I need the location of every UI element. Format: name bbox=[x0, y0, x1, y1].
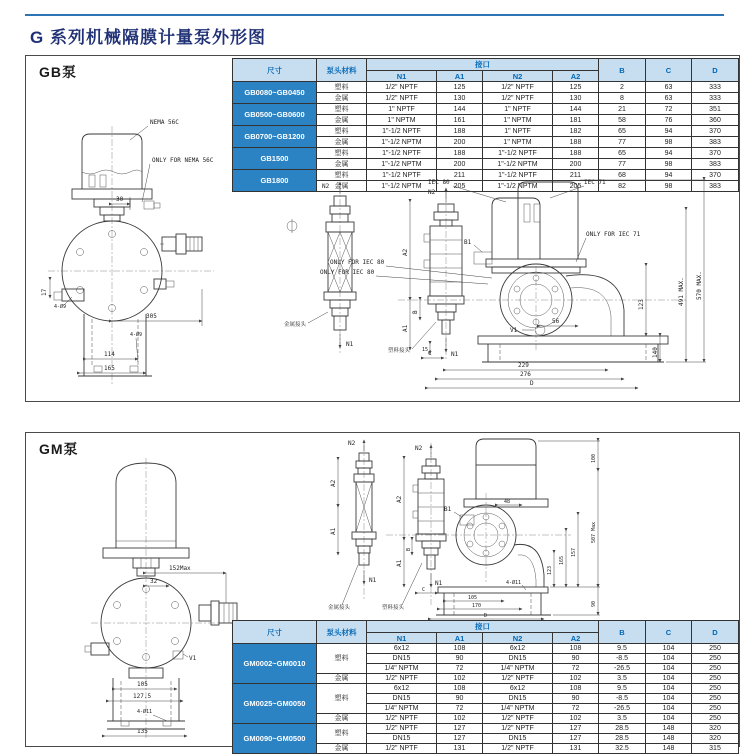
value-cell: 250 bbox=[692, 664, 739, 674]
value-cell: 188 bbox=[437, 126, 483, 137]
value-cell: 72 bbox=[646, 104, 692, 115]
value-cell: 108 bbox=[553, 684, 599, 694]
value-cell: 200 bbox=[553, 159, 599, 170]
value-cell: 1"-1/2 NPTF bbox=[367, 148, 437, 159]
value-cell: 250 bbox=[692, 644, 739, 654]
gb-table-wrap bbox=[232, 58, 739, 192]
value-cell: 351 bbox=[692, 104, 739, 115]
gm-plastic-valve bbox=[382, 443, 446, 611]
col-header-d: D bbox=[692, 59, 739, 82]
dim-label: D bbox=[530, 380, 534, 387]
part-label: V1 bbox=[510, 327, 518, 334]
gm-table-wrap bbox=[232, 620, 739, 754]
value-cell: 82 bbox=[599, 181, 646, 192]
value-cell: 148 bbox=[646, 744, 692, 754]
value-cell: 104 bbox=[646, 654, 692, 664]
value-cell: 144 bbox=[437, 104, 483, 115]
dim-label: 105 bbox=[137, 681, 148, 688]
value-cell: 102 bbox=[437, 714, 483, 724]
value-cell: 98 bbox=[646, 159, 692, 170]
gm-valve-detail bbox=[328, 440, 377, 611]
dim-label: 570 MAX. bbox=[696, 271, 703, 300]
dim-label: 4-Ø9 bbox=[130, 332, 143, 338]
value-cell: 1/2" NPTF bbox=[483, 744, 553, 754]
value-cell: 72 bbox=[553, 664, 599, 674]
value-cell: 90 bbox=[437, 654, 483, 664]
dim-label: 305 bbox=[146, 313, 157, 320]
value-cell: DN15 bbox=[483, 694, 553, 704]
value-cell: 250 bbox=[692, 694, 739, 704]
port-label: N2 bbox=[322, 183, 330, 190]
value-cell: 188 bbox=[553, 137, 599, 148]
dim-label: C bbox=[422, 587, 426, 593]
dim-label: 170 bbox=[472, 603, 482, 609]
col-header-n2: N2 bbox=[483, 71, 553, 82]
value-cell: 200 bbox=[437, 137, 483, 148]
value-cell: 1/2" NPTF bbox=[367, 714, 437, 724]
value-cell: 65 bbox=[599, 126, 646, 137]
value-cell: 1"-1/2 NPTF bbox=[483, 148, 553, 159]
gm-section-label: GM泵 bbox=[39, 441, 79, 457]
value-cell: 181 bbox=[553, 115, 599, 126]
value-cell: 188 bbox=[437, 148, 483, 159]
table-row bbox=[233, 148, 739, 159]
value-cell: 1"-1/2 NPTM bbox=[483, 181, 553, 192]
gb-spec-table bbox=[232, 58, 739, 192]
value-cell: 90 bbox=[553, 654, 599, 664]
col-header-material: 泵头材料 bbox=[317, 621, 367, 644]
value-cell: 1/2" NPTF bbox=[483, 724, 553, 734]
dim-label: 114 bbox=[104, 351, 115, 358]
dim-label: 165 bbox=[559, 555, 565, 565]
plastic-head-label: 塑料接头 bbox=[382, 605, 405, 611]
value-cell: 6x12 bbox=[483, 644, 553, 654]
port-label: N1 bbox=[346, 341, 354, 348]
value-cell: 383 bbox=[692, 159, 739, 170]
value-cell: 77 bbox=[599, 159, 646, 170]
value-cell: 1"-1/2 NPTF bbox=[367, 170, 437, 181]
value-cell: 144 bbox=[553, 104, 599, 115]
dim-label: 4-Ø11 bbox=[506, 580, 522, 586]
value-cell: 1/4" NPTM bbox=[483, 704, 553, 714]
col-header-port: 接口 bbox=[367, 59, 599, 71]
value-cell: 1"-1/2 NPTF bbox=[367, 126, 437, 137]
value-cell: 370 bbox=[692, 148, 739, 159]
value-cell: 108 bbox=[553, 644, 599, 654]
value-cell: 130 bbox=[553, 93, 599, 104]
value-cell: 315 bbox=[692, 744, 739, 754]
value-cell: 250 bbox=[692, 684, 739, 694]
col-header-a1: A1 bbox=[437, 633, 483, 644]
value-cell: 104 bbox=[646, 664, 692, 674]
value-cell: 333 bbox=[692, 82, 739, 93]
value-cell: 1" NPTM bbox=[483, 137, 553, 148]
value-cell: 72 bbox=[553, 704, 599, 714]
value-cell: 1"-1/2 NPTM bbox=[367, 181, 437, 192]
port-label: N2 bbox=[348, 440, 356, 447]
value-cell: DN15 bbox=[367, 734, 437, 744]
value-cell: 1" NPTF bbox=[483, 104, 553, 115]
value-cell: 1/2" NPTF bbox=[483, 674, 553, 684]
value-cell: DN15 bbox=[367, 694, 437, 704]
value-cell: 1" NPTM bbox=[367, 115, 437, 126]
col-header-b: B bbox=[599, 621, 646, 644]
value-cell: 104 bbox=[646, 674, 692, 684]
motor-note: ONLY FOR IEC 71 bbox=[586, 231, 641, 238]
value-cell: 63 bbox=[646, 82, 692, 93]
material-cell: 金属 bbox=[317, 93, 367, 104]
value-cell: 90 bbox=[437, 694, 483, 704]
dim-label: A1 bbox=[396, 559, 403, 567]
dim-label: 17 bbox=[41, 288, 48, 296]
material-cell: 金属 bbox=[317, 714, 367, 724]
value-cell: 72 bbox=[437, 704, 483, 714]
value-cell: 1" NPTF bbox=[483, 126, 553, 137]
value-cell: DN15 bbox=[483, 734, 553, 744]
value-cell: 200 bbox=[437, 159, 483, 170]
motor-note: ONLY FOR IEC 80 bbox=[320, 269, 375, 276]
value-cell: 131 bbox=[553, 744, 599, 754]
dim-label: 30 bbox=[116, 196, 124, 203]
dim-label: 229 bbox=[518, 362, 529, 369]
motor-note: ONLY FOR IEC 80 bbox=[330, 259, 385, 266]
value-cell: 6x12 bbox=[367, 644, 437, 654]
material-cell: 塑料 bbox=[317, 644, 367, 674]
page-title: G 系列机械隔膜计量泵外形图 bbox=[30, 28, 266, 47]
value-cell: 21 bbox=[599, 104, 646, 115]
size-group-cell: GB0700~GB1200 bbox=[233, 126, 317, 148]
motor-label: IEC 80 bbox=[428, 179, 450, 186]
dim-label: ONLY FOR NEMA 56C bbox=[152, 157, 214, 164]
value-cell: 1/2" NPTF bbox=[367, 724, 437, 734]
table-row bbox=[233, 644, 739, 654]
value-cell: 63 bbox=[646, 93, 692, 104]
material-cell: 塑料 bbox=[317, 126, 367, 137]
value-cell: 94 bbox=[646, 126, 692, 137]
gb-front-view-drawing bbox=[34, 84, 234, 394]
dim-label: 105 bbox=[468, 595, 478, 601]
gb-base bbox=[78, 314, 152, 376]
value-cell: 130 bbox=[437, 93, 483, 104]
metal-head-label: 金属接头 bbox=[328, 605, 351, 611]
value-cell: 102 bbox=[437, 674, 483, 684]
value-cell: 360 bbox=[692, 115, 739, 126]
value-cell: 94 bbox=[646, 148, 692, 159]
dim-label: A2 bbox=[396, 495, 403, 503]
dim-label: B bbox=[406, 547, 412, 551]
value-cell: 28.5 bbox=[599, 724, 646, 734]
col-header-n1: N1 bbox=[367, 71, 437, 82]
value-cell: 108 bbox=[437, 684, 483, 694]
value-cell: 127 bbox=[553, 724, 599, 734]
col-header-n2: N2 bbox=[483, 633, 553, 644]
value-cell: 1/4" NPTM bbox=[367, 664, 437, 674]
value-cell: 1"-1/2 NPTF bbox=[483, 170, 553, 181]
value-cell: 383 bbox=[692, 137, 739, 148]
value-cell: 32.5 bbox=[599, 744, 646, 754]
value-cell: 125 bbox=[553, 82, 599, 93]
value-cell: 1/2" NPTF bbox=[367, 82, 437, 93]
value-cell: 148 bbox=[646, 734, 692, 744]
col-header-port: 接口 bbox=[367, 621, 599, 633]
value-cell: DN15 bbox=[367, 654, 437, 664]
value-cell: 102 bbox=[553, 674, 599, 684]
part-label: B1 bbox=[464, 239, 472, 246]
dim-label: 4-Ø9 bbox=[54, 304, 67, 310]
value-cell: 161 bbox=[437, 115, 483, 126]
material-cell: 塑料 bbox=[317, 170, 367, 181]
size-group-cell: GB1800 bbox=[233, 170, 317, 192]
material-cell: 金属 bbox=[317, 137, 367, 148]
value-cell: 1" NPTF bbox=[367, 104, 437, 115]
dim-label: 157 bbox=[571, 547, 577, 557]
col-header-c: C bbox=[646, 59, 692, 82]
value-cell: 211 bbox=[553, 170, 599, 181]
material-cell: 塑料 bbox=[317, 104, 367, 115]
value-cell: 383 bbox=[692, 181, 739, 192]
dim-label: 165 bbox=[104, 365, 115, 372]
value-cell: 90 bbox=[553, 694, 599, 704]
dim-label: 491 MAX. bbox=[678, 277, 685, 306]
dim-label: 4-Ø11 bbox=[137, 709, 153, 715]
value-cell: 1"-1/2 NPTM bbox=[367, 137, 437, 148]
gm-front-view-drawing bbox=[61, 453, 251, 743]
value-cell: 250 bbox=[692, 674, 739, 684]
dim-label: 123 bbox=[638, 299, 645, 310]
dim-label: A1 bbox=[330, 527, 337, 535]
gb-motor-side bbox=[320, 179, 641, 284]
col-header-c: C bbox=[646, 621, 692, 644]
material-cell: 金属 bbox=[317, 744, 367, 754]
value-cell: 1/2" NPTF bbox=[367, 674, 437, 684]
value-cell: 127 bbox=[437, 734, 483, 744]
value-cell: -8.5 bbox=[599, 694, 646, 704]
gb-plastic-valve bbox=[388, 188, 464, 360]
value-cell: 76 bbox=[646, 115, 692, 126]
col-header-a1: A1 bbox=[437, 71, 483, 82]
value-cell: 1/2" NPTF bbox=[483, 714, 553, 724]
col-header-size: 尺寸 bbox=[233, 621, 317, 644]
dim-label: 100 bbox=[591, 453, 597, 463]
value-cell: 104 bbox=[646, 644, 692, 654]
value-cell: 188 bbox=[553, 148, 599, 159]
dim-label: 276 bbox=[520, 371, 531, 378]
table-row bbox=[233, 126, 739, 137]
value-cell: 6x12 bbox=[483, 684, 553, 694]
part-label: V1 bbox=[189, 655, 197, 662]
size-group-cell: GB0080~GB0450 bbox=[233, 82, 317, 104]
dim-label: 15 bbox=[422, 347, 429, 353]
material-cell: 塑料 bbox=[317, 684, 367, 714]
material-cell: 塑料 bbox=[317, 148, 367, 159]
gb-section-panel bbox=[25, 55, 740, 402]
value-cell: 131 bbox=[437, 744, 483, 754]
material-cell: 金属 bbox=[317, 674, 367, 684]
value-cell: 68 bbox=[599, 170, 646, 181]
size-group-cell: GM0090~GM0500 bbox=[233, 724, 317, 754]
value-cell: 211 bbox=[437, 170, 483, 181]
plastic-head-label: 塑料接头 bbox=[388, 348, 411, 354]
value-cell: 1/2" NPTF bbox=[483, 82, 553, 93]
value-cell: 77 bbox=[599, 137, 646, 148]
value-cell: 1/4" NPTM bbox=[483, 664, 553, 674]
title-rule bbox=[25, 14, 724, 16]
value-cell: 1/2" NPTF bbox=[367, 93, 437, 104]
value-cell: -26.5 bbox=[599, 664, 646, 674]
value-cell: -8.5 bbox=[599, 654, 646, 664]
gm-section-panel bbox=[25, 432, 740, 752]
col-header-material: 泵头材料 bbox=[317, 59, 367, 82]
table-row bbox=[233, 684, 739, 694]
value-cell: 125 bbox=[437, 82, 483, 93]
value-cell: 8 bbox=[599, 93, 646, 104]
material-cell: 金属 bbox=[317, 181, 367, 192]
motor-label: IEC 71 bbox=[584, 179, 606, 186]
port-label: N2 bbox=[415, 445, 423, 452]
dim-label: 32 bbox=[150, 578, 158, 585]
table-row bbox=[233, 724, 739, 734]
dim-label: 56 bbox=[552, 318, 560, 325]
dim-label: A2 bbox=[330, 479, 337, 487]
value-cell: 1"-1/2 NPTM bbox=[483, 159, 553, 170]
value-cell: 250 bbox=[692, 714, 739, 724]
size-group-cell: GM0025~GM0050 bbox=[233, 684, 317, 724]
gb-section-label: GB泵 bbox=[39, 64, 77, 80]
metal-head-label: 金属接头 bbox=[284, 322, 307, 328]
value-cell: 94 bbox=[646, 170, 692, 181]
gb-side-view-drawing bbox=[278, 174, 728, 399]
value-cell: 98 bbox=[646, 181, 692, 192]
value-cell: 1/4" NPTM bbox=[367, 704, 437, 714]
value-cell: 250 bbox=[692, 704, 739, 714]
value-cell: 28.5 bbox=[599, 734, 646, 744]
value-cell: 182 bbox=[553, 126, 599, 137]
dim-label: A1 bbox=[402, 324, 409, 332]
port-label: N1 bbox=[369, 577, 377, 584]
col-header-size: 尺寸 bbox=[233, 59, 317, 82]
value-cell: 102 bbox=[553, 714, 599, 724]
value-cell: 127 bbox=[553, 734, 599, 744]
value-cell: 104 bbox=[646, 704, 692, 714]
gm-pump-body-side bbox=[386, 439, 571, 615]
flow-symbol-icon bbox=[287, 219, 297, 233]
value-cell: 9.5 bbox=[599, 644, 646, 654]
size-group-cell: GB0500~GB0600 bbox=[233, 104, 317, 126]
value-cell: 98 bbox=[646, 137, 692, 148]
col-header-b: B bbox=[599, 59, 646, 82]
value-cell: 3.5 bbox=[599, 714, 646, 724]
value-cell: 1"-1/2 NPTM bbox=[367, 159, 437, 170]
material-cell: 金属 bbox=[317, 115, 367, 126]
value-cell: 333 bbox=[692, 93, 739, 104]
dim-label: 123 bbox=[547, 565, 553, 575]
dim-label: NEMA 56C bbox=[150, 119, 179, 126]
value-cell: 320 bbox=[692, 724, 739, 734]
value-cell: 104 bbox=[646, 714, 692, 724]
dim-label: A2 bbox=[402, 248, 409, 256]
value-cell: 1/2" NPTF bbox=[483, 93, 553, 104]
value-cell: 1/2" NPTF bbox=[367, 744, 437, 754]
value-cell: 370 bbox=[692, 126, 739, 137]
dim-label: D bbox=[484, 613, 488, 619]
value-cell: DN15 bbox=[483, 654, 553, 664]
value-cell: 205 bbox=[553, 181, 599, 192]
dim-label: 48 bbox=[504, 499, 511, 505]
material-cell: 塑料 bbox=[317, 82, 367, 93]
value-cell: 9.5 bbox=[599, 684, 646, 694]
col-header-a2: A2 bbox=[553, 71, 599, 82]
dim-label: 152Max bbox=[169, 565, 191, 572]
col-header-a2: A2 bbox=[553, 633, 599, 644]
gm-side-view-drawing bbox=[326, 435, 626, 635]
table-row bbox=[233, 104, 739, 115]
port-label: N1 bbox=[451, 351, 459, 358]
dim-label: 90 bbox=[591, 600, 597, 607]
col-header-d: D bbox=[692, 621, 739, 644]
gb-valve-detail bbox=[284, 182, 356, 354]
gm-pump-head bbox=[85, 578, 241, 668]
value-cell: 148 bbox=[646, 724, 692, 734]
value-cell: 65 bbox=[599, 148, 646, 159]
table-row bbox=[233, 82, 739, 93]
value-cell: 104 bbox=[646, 694, 692, 704]
port-label: N2 bbox=[428, 189, 436, 196]
dim-label: B bbox=[412, 310, 419, 314]
gm-front-dimensions bbox=[105, 565, 226, 736]
value-cell: 127 bbox=[437, 724, 483, 734]
value-cell: -26.5 bbox=[599, 704, 646, 714]
value-cell: 108 bbox=[437, 644, 483, 654]
dim-label: 140 bbox=[652, 347, 659, 358]
size-group-cell: GM0002~GM0010 bbox=[233, 644, 317, 684]
value-cell: 250 bbox=[692, 654, 739, 664]
value-cell: 2 bbox=[599, 82, 646, 93]
value-cell: 1" NPTM bbox=[483, 115, 553, 126]
value-cell: 370 bbox=[692, 170, 739, 181]
value-cell: 72 bbox=[437, 664, 483, 674]
col-header-n1: N1 bbox=[367, 633, 437, 644]
material-cell: 塑料 bbox=[317, 724, 367, 744]
gm-spec-table bbox=[232, 620, 739, 754]
port-label: N1 bbox=[435, 580, 443, 587]
value-cell: 6x12 bbox=[367, 684, 437, 694]
value-cell: 3.5 bbox=[599, 674, 646, 684]
gb-front-dimensions bbox=[41, 119, 214, 373]
value-cell: 205 bbox=[437, 181, 483, 192]
gb-side-dimensions bbox=[402, 180, 706, 388]
dim-label: 507 Max bbox=[591, 521, 597, 543]
value-cell: 104 bbox=[646, 684, 692, 694]
material-cell: 金属 bbox=[317, 159, 367, 170]
value-cell: 320 bbox=[692, 734, 739, 744]
dim-label: C bbox=[428, 350, 432, 357]
value-cell: 58 bbox=[599, 115, 646, 126]
gb-motor bbox=[72, 134, 160, 221]
size-group-cell: GB1500 bbox=[233, 148, 317, 170]
part-label: B1 bbox=[444, 506, 452, 513]
dim-label: 127.5 bbox=[133, 693, 152, 700]
dim-label: 135 bbox=[137, 728, 148, 735]
